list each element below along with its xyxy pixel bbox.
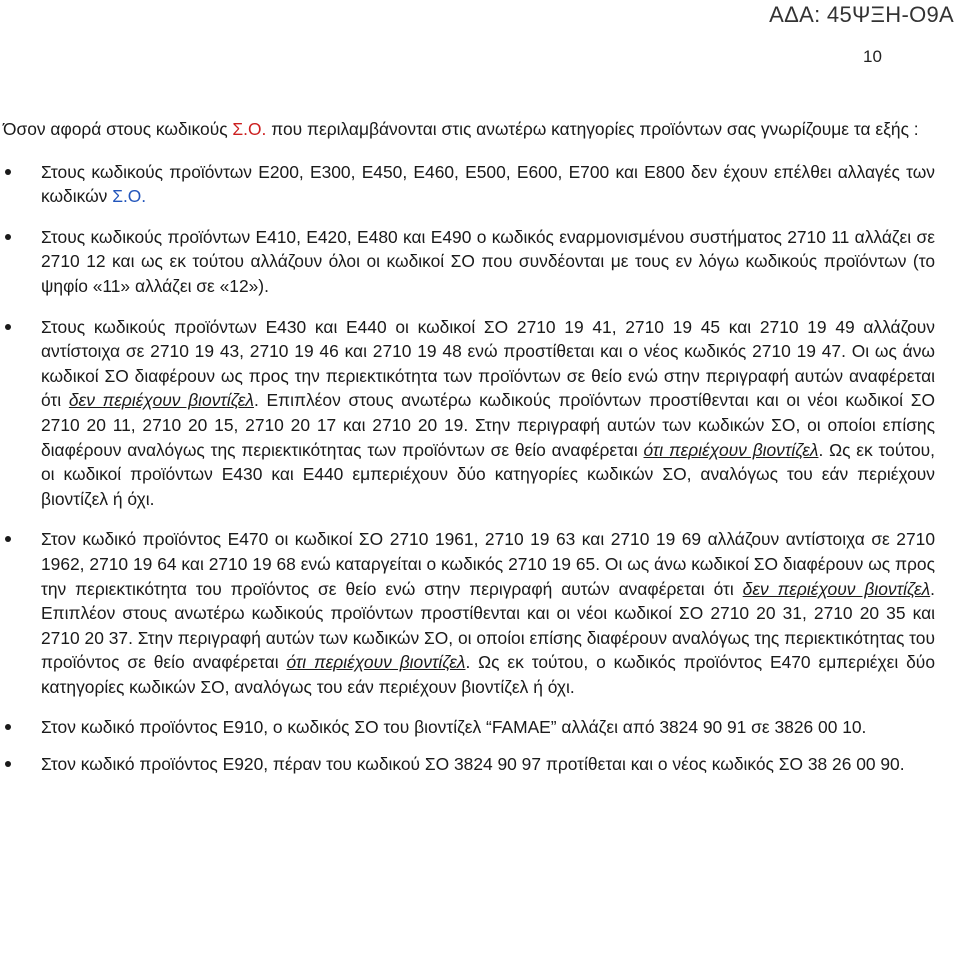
document-body <box>0 117 935 789</box>
intro-paragraph <box>3 117 935 142</box>
bullet-3-text-1: Στους κωδικούς προϊόντων Ε430 και Ε440 οι κωδικοί ΣΟ 2710 19 41, 2710 19 45 και 2710 19 49 αλλάζουν αντίστοιχα σε 2710 19 43, 2710 19 46 και 2710 19 48 ενώ προστίθεται και ο νέος κωδικός 2710 19 47. Οι ως άνω κωδικοί ΣΟ διαφέρουν ως προς την περιεκτικότητα των προϊόντων σε θείο ενώ στην περιγραφή αυτών αναφέρεται ότι <box>41 316 935 411</box>
bullet-5-text: Στον κωδικό προϊόντος Ε910, ο κωδικός ΣΟ του βιοντίζελ “FAMAE” αλλάζει από 3824 90 91 σε 3826 00 10. <box>41 717 867 738</box>
list-item-e430 <box>0 315 935 512</box>
list-item-e410 <box>0 225 935 299</box>
bullet-3-text-3: . Ως εκ τούτου, οι κωδικοί προϊόντων Ε430 και Ε440 εμπεριέχουν δύο κατηγορίες κωδικών ΣΟ, αναλόγως του εάν περιέχουν βιοντίζελ ή όχι. <box>41 439 936 509</box>
bullet-4-text-3: . Ως εκ τούτου, ο κωδικός προϊόντος Ε470 εμπεριέχει δύο κατηγορίες κωδικών ΣΟ, αναλόγως του εάν περιέχουν βιοντίζελ ή όχι. <box>41 652 935 697</box>
bullet-3-underline-2: ότι περιέχουν βιοντίζελ <box>643 439 819 460</box>
ada-code: ΑΔΑ: 45ΨΞΗ-Ο9Α <box>769 2 954 27</box>
bullet-1-text: Στους κωδικούς προϊόντων Ε200, Ε300, Ε450, Ε460, Ε500, Ε600, Ε700 και Ε800 δεν έχουν επέλθει αλλαγές των κωδικών <box>41 161 935 207</box>
bullet-3-underline-1: δεν περιέχουν βιοντίζελ <box>68 390 254 411</box>
bullet-3-text-2: . Επιπλέον στους ανωτέρω κωδικούς προϊόντων προστίθενται και οι νέοι κωδικοί ΣΟ 2710 20 11, 2710 20 15, 2710 20 17 και 2710 20 19. Στην περιγραφή αυτών των κωδικών ΣΟ, οι οποίοι επίσης διαφέρουν αναλόγως της περιεκτικότητας των προϊόντων σε θείο αναφέρεται <box>41 390 936 460</box>
list-item-e920 <box>0 752 935 777</box>
list-item-e470 <box>0 527 935 699</box>
list-item-e910 <box>0 715 935 740</box>
intro-highlight-so: Σ.Ο. <box>232 119 267 139</box>
list-item-e200 <box>0 160 935 209</box>
bullet-1-highlight-so: Σ.Ο. <box>112 186 147 207</box>
bullet-4-text-2: . Επιπλέον στους ανωτέρω κωδικούς προϊόντων προστίθενται και οι νέοι κωδικοί ΣΟ 2710 20 31, 2710 20 35 και 2710 20 37. Στην περιγραφή αυτών των κωδικών ΣΟ, οι οποίοι επίσης διαφέρουν αναλόγως της περιεκτικότητας του προϊόντος σε θείο αναφέρεται <box>41 578 935 673</box>
bullet-4-underline-1: δεν περιέχουν βιοντίζελ <box>742 578 931 599</box>
intro-text-1: Όσον αφορά στους κωδικούς <box>3 119 233 139</box>
intro-text-2: που περιλαμβάνονται στις ανωτέρω κατηγορίες προϊόντων σας γνωρίζουμε τα εξής : <box>266 119 919 139</box>
bullet-4-text-1: Στον κωδικό προϊόντος Ε470 οι κωδικοί ΣΟ 2710 1961, 2710 19 63 και 2710 19 69 αλλάζουν αντίστοιχα σε 2710 1962, 2710 19 64 και 2710 19 68 ενώ καταργείται ο κωδικός 2710 19 65. Οι ως άνω κωδικοί ΣΟ διαφέρουν ως προς την περιεκτικότητα του προϊόντος σε θείο ενώ στην περιγραφή αυτών αναφέρεται ότι <box>41 529 935 599</box>
bullet-6-text: Στον κωδικό προϊόντος Ε920, πέραν του κωδικού ΣΟ 3824 90 97 προτίθεται και ο νέος κωδικός ΣΟ 38 26 00 90. <box>41 754 905 775</box>
page-number: 10 <box>863 47 882 66</box>
bullet-4-underline-2: ότι περιέχουν βιοντίζελ <box>286 652 466 673</box>
bullet-2-text: Στους κωδικούς προϊόντων Ε410, Ε420, Ε480 και Ε490 ο κωδικός εναρμονισμένου συστήματος 2710 11 αλλάζει σε 2710 12 και ως εκ τούτου αλλάζουν όλοι οι κωδικοί ΣΟ που συνδέονται με τους εν λόγω κωδικούς προϊόντων (το ψηφίο «11» αλλάζει σε «12»). <box>41 226 935 296</box>
